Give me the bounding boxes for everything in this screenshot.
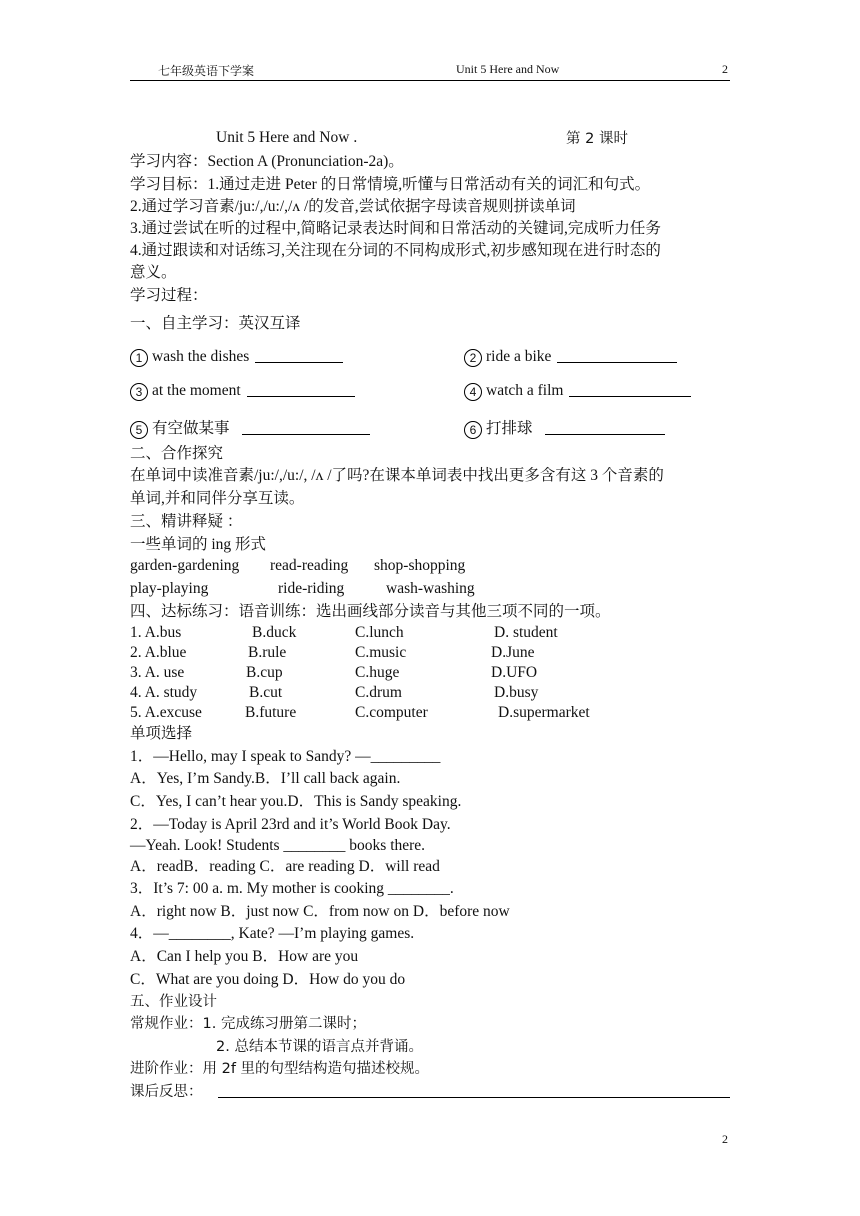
multiple-choice-title: 单项选择 [130, 725, 193, 742]
header-left: 七年级英语下学案 [158, 64, 255, 78]
translate-item-3 [130, 382, 355, 401]
phonics-option: D.UFO [491, 664, 538, 681]
mc-line: A．right now B．just now C．from now on D．before now [130, 903, 510, 920]
section-4-title: 四、达标练习：语音训练：选出画线部分读音与其他三项不同的一项。 [130, 603, 611, 620]
phonics-option: B.cut [249, 684, 283, 701]
answer-blank[interactable] [242, 420, 370, 435]
learning-goal-1: 学习目标：1.通过走进 Peter 的日常情境,听懂与日常活动有关的词汇和句式。 [130, 176, 651, 193]
circle-number-icon: 3 [130, 383, 148, 401]
answer-blank[interactable] [545, 420, 665, 435]
phonics-option: 4. A. study [130, 684, 198, 701]
learning-goal-4: 4.通过跟读和对话练习,关注现在分词的不同构成形式,初步感知现在进行时态的 [130, 242, 661, 259]
translate-item-2 [464, 348, 677, 367]
learning-goal-4-cont: 意义。 [130, 264, 177, 281]
phonics-option: B.future [245, 704, 297, 721]
mc-line: —Yeah. Look! Students ________ books there. [130, 837, 426, 854]
phonics-option: D. student [494, 624, 558, 641]
translate-item-1 [130, 348, 343, 367]
learning-goal-3: 3.通过尝试在听的过程中,简略记录表达时间和日常活动的关键词,完成听力任务 [130, 220, 661, 237]
lesson-number: 第 2 课时 [566, 131, 628, 147]
phonics-option: 3. A. use [130, 664, 185, 681]
phonics-option: C.huge [355, 664, 400, 681]
learning-goal-2: 2.通过学习音素/ju:/,/u:/,/ʌ /的发音,尝试依据字母读音规则拼读单词 [130, 198, 576, 215]
item-text: watch a film [486, 382, 564, 399]
mc-line: C．Yes, I can’t hear you.D．This is Sandy speaking. [130, 793, 462, 810]
answer-blank[interactable] [255, 348, 343, 363]
section-3-title: 三、精讲释疑 ： [130, 513, 243, 530]
section-2-text-1: 在单词中读准音素/ju:/,/u:/, /ʌ /了吗?在课本单词表中找出更多含有这 3 个音素的 [130, 467, 664, 484]
ing-form: garden-gardening [130, 557, 240, 574]
phonics-option: B.duck [252, 624, 297, 641]
circle-number-icon: 6 [464, 421, 482, 439]
ing-form: read-reading [270, 557, 349, 574]
circle-number-icon: 4 [464, 383, 482, 401]
advanced-homework: 进阶作业：用 2f 里的句型结构造句描述校规。 [130, 1061, 430, 1077]
header-page-number: 2 [722, 62, 728, 76]
mc-line: 1．—Hello, may I speak to Sandy? —_________ [130, 748, 441, 765]
mc-line: 3．It’s 7: 00 a. m. My mother is cooking ________. [130, 880, 454, 897]
section-5-title: 五、作业设计 [130, 994, 217, 1010]
ing-form: play-playing [130, 580, 209, 597]
phonics-option: 1. A.bus [130, 624, 182, 641]
mc-line: C．What are you doing D．How do you do [130, 971, 406, 988]
item-text: 有空做某事 [152, 419, 230, 437]
item-text: at the moment [152, 382, 241, 399]
item-text: ride a bike [486, 348, 552, 365]
item-text: wash the dishes [152, 348, 250, 365]
ing-form: wash-washing [386, 580, 475, 597]
circle-number-icon: 2 [464, 349, 482, 367]
mc-line: A．readB．reading C．are reading D．will read [130, 858, 440, 875]
translate-item-4 [464, 382, 691, 401]
item-text: 打排球 [486, 419, 533, 437]
mc-line: 4．—________, Kate? —I’m playing games. [130, 925, 415, 942]
section-3-subtitle: 一些单词的 ing 形式 [130, 536, 267, 553]
phonics-option: B.rule [248, 644, 287, 661]
answer-blank[interactable] [569, 382, 691, 397]
circle-number-icon: 5 [130, 421, 148, 439]
section-1-title: 一、自主学习：英汉互译 [130, 315, 301, 332]
ing-form: ride-riding [278, 580, 345, 597]
header-center: Unit 5 Here and Now [456, 62, 560, 76]
phonics-option: C.computer [355, 704, 428, 721]
phonics-option: B.cup [246, 664, 283, 681]
phonics-option: D.supermarket [498, 704, 590, 721]
phonics-option: C.drum [355, 684, 402, 701]
phonics-option: D.June [491, 644, 535, 661]
footer-page-number: 2 [722, 1132, 728, 1146]
phonics-option: C.music [355, 644, 407, 661]
answer-blank[interactable] [557, 348, 677, 363]
section-2-title: 二、合作探究 [130, 445, 224, 462]
ing-form: shop-shopping [374, 557, 466, 574]
answer-blank[interactable] [247, 382, 355, 397]
unit-title: Unit 5 Here and Now . [216, 129, 358, 146]
translate-item-5 [130, 416, 370, 439]
learning-process-heading: 学习过程： [130, 287, 208, 304]
phonics-option: 5. A.excuse [130, 704, 202, 721]
header-rule [130, 80, 730, 81]
routine-homework-2: 2. 总结本节课的语言点并背诵。 [216, 1039, 423, 1055]
routine-homework-1: 常规作业：1. 完成练习册第二课时； [130, 1016, 366, 1032]
phonics-option: 2. A.blue [130, 644, 187, 661]
running-header [130, 62, 730, 80]
phonics-option: D.busy [494, 684, 539, 701]
phonics-option: C.lunch [355, 624, 404, 641]
mc-line: A．Yes, I’m Sandy.B．I’ll call back again. [130, 770, 401, 787]
mc-line: A．Can I help you B．How are you [130, 948, 359, 965]
translate-item-6 [464, 416, 665, 439]
reflection-blank[interactable] [218, 1097, 730, 1098]
mc-line: 2．—Today is April 23rd and it’s World Book Day. [130, 816, 451, 833]
learning-content: 学习内容：Section A (Pronunciation-2a)。 [130, 153, 404, 170]
circle-number-icon: 1 [130, 349, 148, 367]
section-2-text-2: 单词,并和同伴分享互读。 [130, 490, 305, 507]
reflection-label: 课后反思： [130, 1084, 203, 1100]
